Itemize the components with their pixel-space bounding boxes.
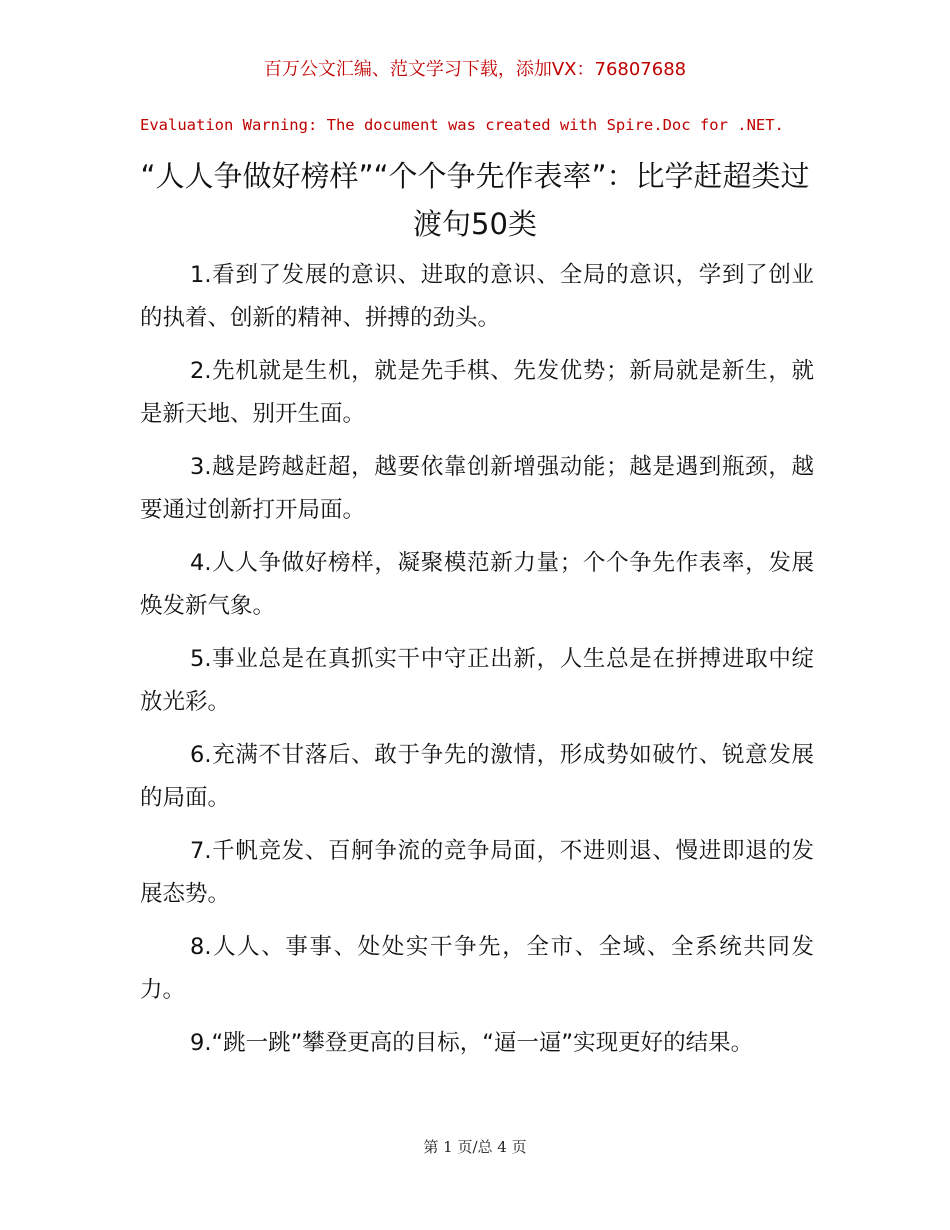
paragraph-4: 4.人人争做好榜样，凝聚模范新力量；个个争先作表率，发展焕发新气象。 (140, 550, 814, 619)
document-title: “人人争做好榜样”“个个争先作表率”：比学赶超类过渡句50类 (140, 159, 810, 241)
paragraph-5: 5.事业总是在真抓实干中守正出新，人生总是在拼搏进取中绽放光彩。 (140, 646, 814, 715)
page-number-footer: 第 1 页/总 4 页 (423, 1138, 527, 1156)
paragraph-1: 1.看到了发展的意识、进取的意识、全局的意识，学到了创业的执着、创新的精神、拼搏的劲头。 (140, 262, 814, 331)
header-banner: 百万公文汇编、范文学习下载，添加VX：76807688 (263, 59, 687, 80)
evaluation-warning: Evaluation Warning: The document was created with Spire.Doc for .NET. (140, 116, 784, 134)
paragraph-7: 7.千帆竞发、百舸争流的竞争局面，不进则退、慢进即退的发展态势。 (140, 838, 814, 907)
document-body (140, 254, 814, 1076)
paragraph-2: 2.先机就是生机，就是先手棋、先发优势；新局就是新生，就是新天地、别开生面。 (140, 358, 814, 427)
paragraph-6: 6.充满不甘落后、敢于争先的激情，形成势如破竹、锐意发展的局面。 (140, 742, 814, 811)
paragraph-9: 9.“跳一跳”攀登更高的目标，“逼一逼”实现更好的结果。 (190, 1030, 754, 1056)
paragraph-8: 8.人人、事事、处处实干争先，全市、全域、全系统共同发力。 (140, 934, 814, 1003)
paragraph-3: 3.越是跨越赶超，越要依靠创新增强动能；越是遇到瓶颈，越要通过创新打开局面。 (140, 454, 814, 523)
